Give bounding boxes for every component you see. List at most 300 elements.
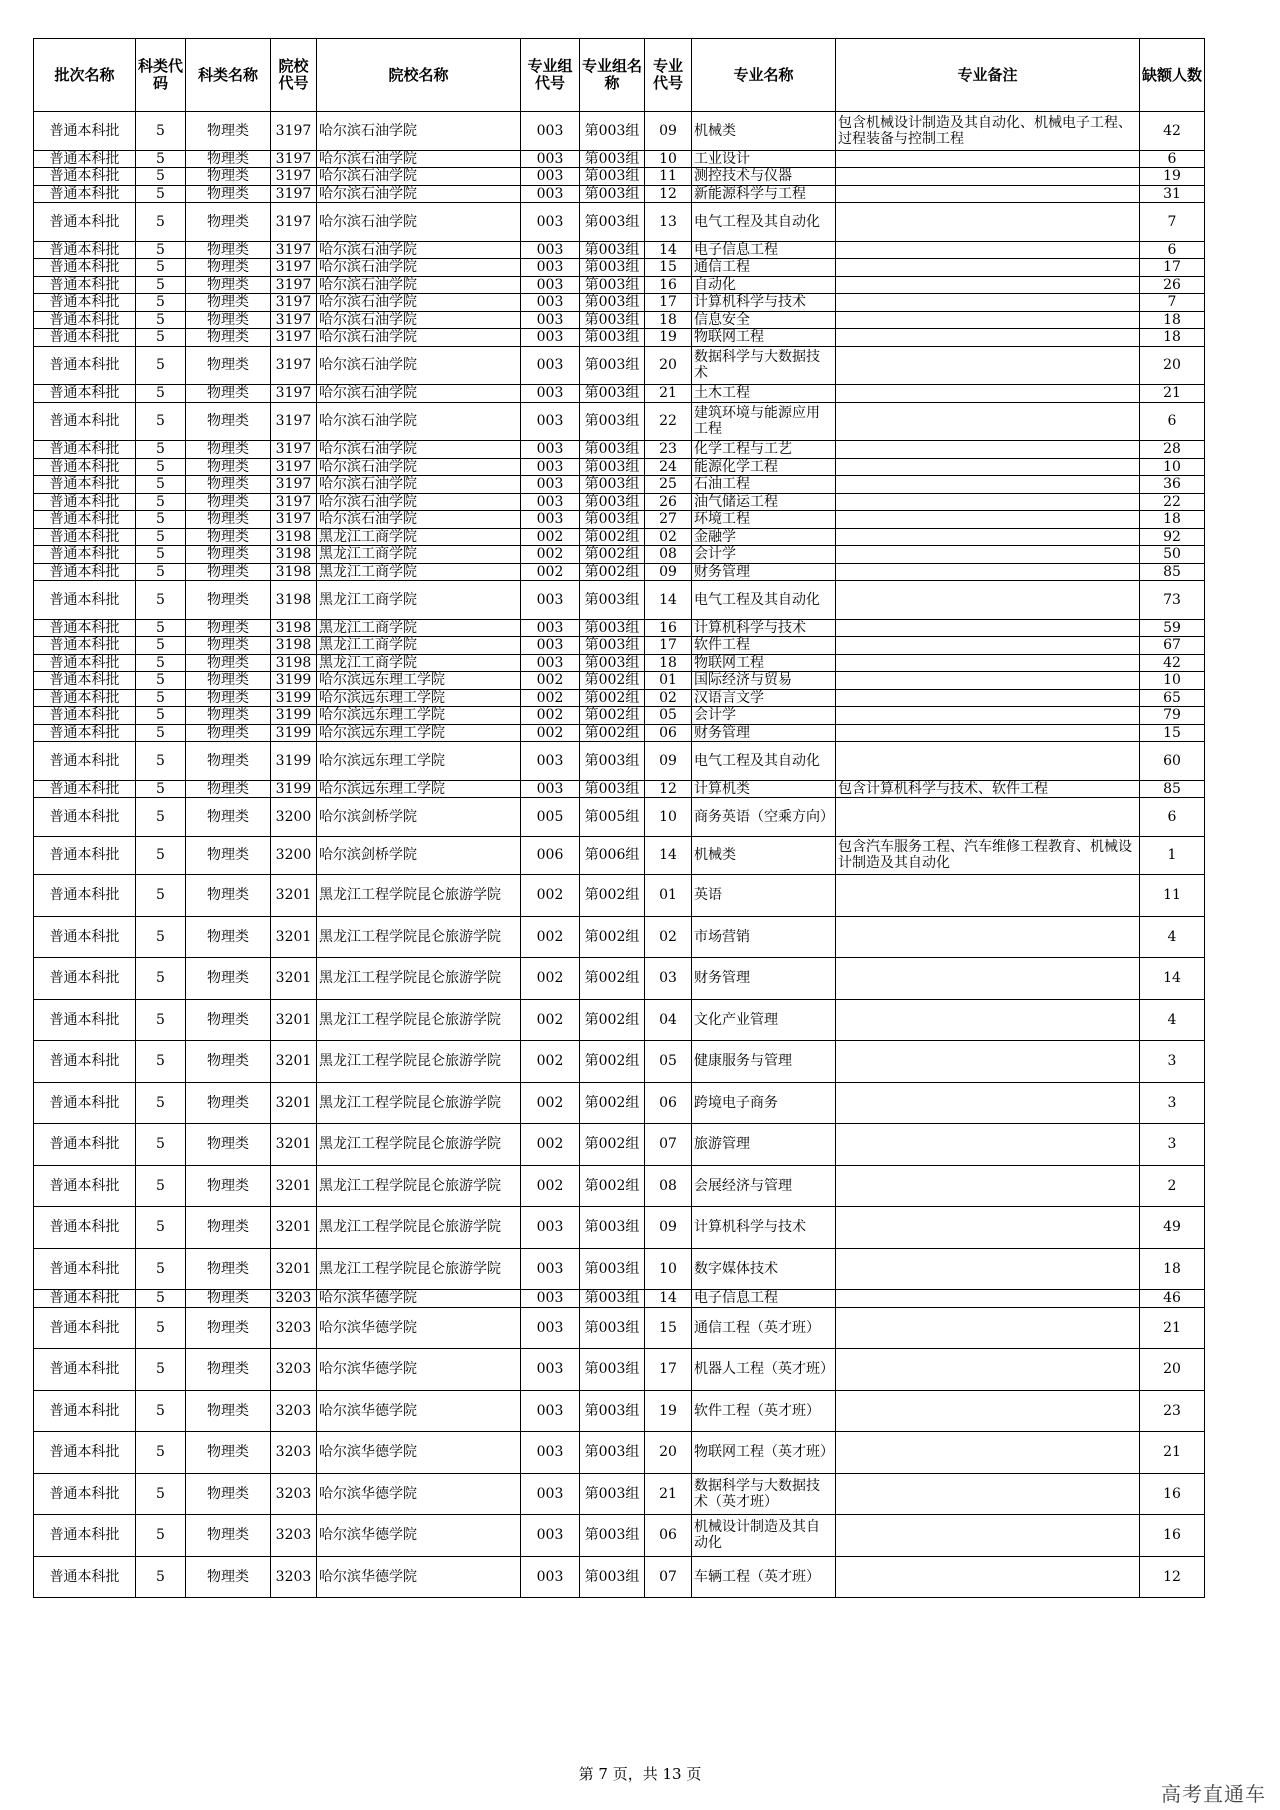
cell-major-note bbox=[836, 1248, 1140, 1290]
col-header-batch: 批次名称 bbox=[34, 39, 136, 112]
table-row bbox=[34, 836, 1205, 875]
cell-major-name: 石油工程 bbox=[692, 476, 836, 494]
cell-major-code: 05 bbox=[645, 707, 692, 725]
cell-major-code: 15 bbox=[645, 1307, 692, 1349]
cell-school-code: 3203 bbox=[271, 1349, 317, 1391]
cell-group-code: 002 bbox=[521, 672, 580, 690]
cell-subject-code: 5 bbox=[136, 441, 186, 459]
cell-major-code: 18 bbox=[645, 311, 692, 329]
cell-subject-name: 物理类 bbox=[186, 654, 271, 672]
cell-subject-name: 物理类 bbox=[186, 150, 271, 168]
cell-batch: 普通本科批 bbox=[34, 528, 136, 546]
col-header-school-code: 院校代号 bbox=[271, 39, 317, 112]
cell-group-code: 003 bbox=[521, 654, 580, 672]
cell-major-code: 14 bbox=[645, 241, 692, 259]
cell-group-name: 第002组 bbox=[580, 672, 645, 690]
table-row bbox=[34, 1165, 1205, 1207]
cell-group-code: 003 bbox=[521, 458, 580, 476]
cell-group-code: 003 bbox=[521, 1349, 580, 1391]
cell-batch: 普通本科批 bbox=[34, 958, 136, 1000]
cell-subject-name: 物理类 bbox=[186, 1349, 271, 1391]
cell-major-name: 汉语言文学 bbox=[692, 689, 836, 707]
cell-major-name: 电气工程及其自动化 bbox=[692, 581, 836, 620]
cell-school-code: 3201 bbox=[271, 1165, 317, 1207]
cell-vacancy: 23 bbox=[1140, 1390, 1205, 1432]
cell-subject-name: 物理类 bbox=[186, 689, 271, 707]
cell-major-name: 计算机类 bbox=[692, 780, 836, 798]
cell-major-name: 电子信息工程 bbox=[692, 241, 836, 259]
cell-subject-code: 5 bbox=[136, 958, 186, 1000]
cell-major-note bbox=[836, 346, 1140, 385]
cell-major-note bbox=[836, 511, 1140, 529]
table-row bbox=[34, 958, 1205, 1000]
cell-batch: 普通本科批 bbox=[34, 441, 136, 459]
cell-major-code: 07 bbox=[645, 1556, 692, 1598]
cell-group-name: 第003组 bbox=[580, 476, 645, 494]
cell-major-note bbox=[836, 637, 1140, 655]
cell-group-name: 第003组 bbox=[580, 654, 645, 672]
cell-vacancy: 18 bbox=[1140, 311, 1205, 329]
cell-school-name: 黑龙江工商学院 bbox=[317, 654, 521, 672]
cell-group-code: 003 bbox=[521, 185, 580, 203]
cell-vacancy: 14 bbox=[1140, 958, 1205, 1000]
cell-vacancy: 3 bbox=[1140, 1082, 1205, 1124]
table-row bbox=[34, 1248, 1205, 1290]
cell-major-note bbox=[836, 654, 1140, 672]
cell-school-code: 3198 bbox=[271, 654, 317, 672]
cell-vacancy: 4 bbox=[1140, 999, 1205, 1041]
cell-batch: 普通本科批 bbox=[34, 385, 136, 403]
cell-group-code: 006 bbox=[521, 836, 580, 875]
cell-school-code: 3198 bbox=[271, 546, 317, 564]
cell-major-name: 新能源科学与工程 bbox=[692, 185, 836, 203]
cell-major-code: 09 bbox=[645, 112, 692, 151]
cell-school-name: 哈尔滨华德学院 bbox=[317, 1349, 521, 1391]
cell-group-name: 第003组 bbox=[580, 346, 645, 385]
cell-batch: 普通本科批 bbox=[34, 511, 136, 529]
cell-subject-name: 物理类 bbox=[186, 458, 271, 476]
cell-vacancy: 3 bbox=[1140, 1124, 1205, 1166]
cell-major-note bbox=[836, 999, 1140, 1041]
cell-group-name: 第002组 bbox=[580, 1124, 645, 1166]
cell-group-name: 第003组 bbox=[580, 1307, 645, 1349]
cell-major-code: 01 bbox=[645, 672, 692, 690]
cell-school-name: 哈尔滨石油学院 bbox=[317, 203, 521, 242]
cell-group-code: 003 bbox=[521, 511, 580, 529]
cell-major-code: 11 bbox=[645, 168, 692, 186]
table-row bbox=[34, 637, 1205, 655]
table-body bbox=[34, 112, 1205, 1598]
cell-major-note: 包含汽车服务工程、汽车维修工程教育、机械设计制造及其自动化 bbox=[836, 836, 1140, 875]
cell-major-note bbox=[836, 724, 1140, 742]
table-row bbox=[34, 259, 1205, 277]
cell-subject-name: 物理类 bbox=[186, 1041, 271, 1083]
cell-subject-code: 5 bbox=[136, 241, 186, 259]
cell-subject-code: 5 bbox=[136, 742, 186, 781]
cell-vacancy: 16 bbox=[1140, 1473, 1205, 1515]
cell-major-note bbox=[836, 1207, 1140, 1249]
cell-vacancy: 7 bbox=[1140, 294, 1205, 312]
cell-major-name: 市场营销 bbox=[692, 916, 836, 958]
cell-school-code: 3201 bbox=[271, 999, 317, 1041]
cell-major-code: 03 bbox=[645, 958, 692, 1000]
cell-group-name: 第002组 bbox=[580, 916, 645, 958]
cell-subject-code: 5 bbox=[136, 619, 186, 637]
cell-school-code: 3197 bbox=[271, 259, 317, 277]
cell-school-name: 哈尔滨剑桥学院 bbox=[317, 798, 521, 837]
cell-subject-name: 物理类 bbox=[186, 203, 271, 242]
cell-vacancy: 46 bbox=[1140, 1290, 1205, 1308]
cell-major-code: 05 bbox=[645, 1041, 692, 1083]
cell-vacancy: 12 bbox=[1140, 1556, 1205, 1598]
cell-group-name: 第003组 bbox=[580, 276, 645, 294]
cell-group-name: 第003组 bbox=[580, 385, 645, 403]
cell-group-name: 第006组 bbox=[580, 836, 645, 875]
cell-major-note bbox=[836, 294, 1140, 312]
cell-subject-name: 物理类 bbox=[186, 294, 271, 312]
cell-group-code: 002 bbox=[521, 1041, 580, 1083]
cell-major-name: 数据科学与大数据技术 bbox=[692, 346, 836, 385]
cell-vacancy: 92 bbox=[1140, 528, 1205, 546]
cell-subject-code: 5 bbox=[136, 1432, 186, 1474]
cell-group-name: 第003组 bbox=[580, 1556, 645, 1598]
cell-subject-name: 物理类 bbox=[186, 402, 271, 441]
cell-group-name: 第002组 bbox=[580, 875, 645, 917]
cell-group-code: 002 bbox=[521, 724, 580, 742]
cell-batch: 普通本科批 bbox=[34, 916, 136, 958]
cell-major-code: 15 bbox=[645, 259, 692, 277]
cell-subject-name: 物理类 bbox=[186, 1390, 271, 1432]
cell-school-code: 3197 bbox=[271, 458, 317, 476]
cell-subject-name: 物理类 bbox=[186, 875, 271, 917]
cell-major-name: 工业设计 bbox=[692, 150, 836, 168]
cell-major-code: 02 bbox=[645, 528, 692, 546]
cell-major-note bbox=[836, 546, 1140, 564]
cell-major-code: 17 bbox=[645, 294, 692, 312]
table-row bbox=[34, 276, 1205, 294]
cell-group-code: 003 bbox=[521, 581, 580, 620]
cell-vacancy: 18 bbox=[1140, 511, 1205, 529]
cell-subject-name: 物理类 bbox=[186, 836, 271, 875]
cell-major-note bbox=[836, 1165, 1140, 1207]
cell-batch: 普通本科批 bbox=[34, 1165, 136, 1207]
cell-major-name: 会计学 bbox=[692, 546, 836, 564]
cell-group-code: 003 bbox=[521, 441, 580, 459]
cell-major-code: 02 bbox=[645, 916, 692, 958]
cell-group-code: 003 bbox=[521, 311, 580, 329]
cell-major-code: 04 bbox=[645, 999, 692, 1041]
cell-batch: 普通本科批 bbox=[34, 329, 136, 347]
cell-school-name: 哈尔滨石油学院 bbox=[317, 311, 521, 329]
table-row bbox=[34, 724, 1205, 742]
cell-vacancy: 6 bbox=[1140, 402, 1205, 441]
cell-major-note bbox=[836, 1290, 1140, 1308]
cell-subject-name: 物理类 bbox=[186, 1556, 271, 1598]
cell-group-code: 003 bbox=[521, 203, 580, 242]
cell-group-name: 第002组 bbox=[580, 1041, 645, 1083]
cell-school-code: 3198 bbox=[271, 637, 317, 655]
cell-school-name: 哈尔滨远东理工学院 bbox=[317, 724, 521, 742]
cell-school-name: 黑龙江工程学院昆仑旅游学院 bbox=[317, 1165, 521, 1207]
cell-subject-code: 5 bbox=[136, 672, 186, 690]
cell-major-name: 财务管理 bbox=[692, 563, 836, 581]
cell-major-note bbox=[836, 528, 1140, 546]
cell-vacancy: 3 bbox=[1140, 1041, 1205, 1083]
cell-vacancy: 20 bbox=[1140, 346, 1205, 385]
cell-group-code: 003 bbox=[521, 112, 580, 151]
cell-school-name: 哈尔滨石油学院 bbox=[317, 441, 521, 459]
cell-school-code: 3197 bbox=[271, 329, 317, 347]
cell-subject-name: 物理类 bbox=[186, 185, 271, 203]
cell-school-code: 3201 bbox=[271, 916, 317, 958]
cell-school-name: 哈尔滨石油学院 bbox=[317, 346, 521, 385]
cell-group-code: 003 bbox=[521, 294, 580, 312]
cell-school-name: 哈尔滨石油学院 bbox=[317, 150, 521, 168]
cell-group-code: 003 bbox=[521, 1556, 580, 1598]
cell-subject-code: 5 bbox=[136, 836, 186, 875]
cell-subject-code: 5 bbox=[136, 780, 186, 798]
cell-vacancy: 26 bbox=[1140, 276, 1205, 294]
cell-major-code: 09 bbox=[645, 742, 692, 781]
cell-major-name: 机器人工程（英才班） bbox=[692, 1349, 836, 1391]
table-row bbox=[34, 916, 1205, 958]
cell-vacancy: 59 bbox=[1140, 619, 1205, 637]
cell-vacancy: 1 bbox=[1140, 836, 1205, 875]
cell-school-name: 哈尔滨石油学院 bbox=[317, 329, 521, 347]
table-row bbox=[34, 511, 1205, 529]
cell-subject-name: 物理类 bbox=[186, 241, 271, 259]
cell-vacancy: 7 bbox=[1140, 203, 1205, 242]
table-row bbox=[34, 311, 1205, 329]
cell-school-code: 3197 bbox=[271, 346, 317, 385]
cell-major-note bbox=[836, 311, 1140, 329]
cell-subject-code: 5 bbox=[136, 458, 186, 476]
cell-group-code: 003 bbox=[521, 402, 580, 441]
cell-subject-code: 5 bbox=[136, 150, 186, 168]
table-row bbox=[34, 742, 1205, 781]
cell-subject-name: 物理类 bbox=[186, 780, 271, 798]
cell-batch: 普通本科批 bbox=[34, 1307, 136, 1349]
cell-major-name: 机械类 bbox=[692, 112, 836, 151]
cell-school-name: 哈尔滨华德学院 bbox=[317, 1307, 521, 1349]
cell-batch: 普通本科批 bbox=[34, 836, 136, 875]
cell-major-name: 化学工程与工艺 bbox=[692, 441, 836, 459]
cell-school-code: 3198 bbox=[271, 528, 317, 546]
cell-vacancy: 6 bbox=[1140, 798, 1205, 837]
cell-major-name: 油气储运工程 bbox=[692, 493, 836, 511]
cell-group-name: 第003组 bbox=[580, 241, 645, 259]
cell-group-name: 第002组 bbox=[580, 689, 645, 707]
cell-batch: 普通本科批 bbox=[34, 241, 136, 259]
cell-subject-name: 物理类 bbox=[186, 1307, 271, 1349]
cell-major-code: 13 bbox=[645, 203, 692, 242]
cell-group-name: 第003组 bbox=[580, 294, 645, 312]
cell-school-name: 黑龙江工商学院 bbox=[317, 528, 521, 546]
cell-major-name: 文化产业管理 bbox=[692, 999, 836, 1041]
cell-school-name: 哈尔滨石油学院 bbox=[317, 112, 521, 151]
cell-school-name: 黑龙江工商学院 bbox=[317, 546, 521, 564]
cell-vacancy: 20 bbox=[1140, 1349, 1205, 1391]
col-header-major-note: 专业备注 bbox=[836, 39, 1140, 112]
cell-group-code: 003 bbox=[521, 150, 580, 168]
cell-group-name: 第003组 bbox=[580, 185, 645, 203]
cell-group-name: 第003组 bbox=[580, 1515, 645, 1557]
cell-batch: 普通本科批 bbox=[34, 458, 136, 476]
cell-subject-name: 物理类 bbox=[186, 276, 271, 294]
cell-subject-name: 物理类 bbox=[186, 619, 271, 637]
cell-major-note bbox=[836, 1432, 1140, 1474]
cell-major-code: 24 bbox=[645, 458, 692, 476]
cell-vacancy: 65 bbox=[1140, 689, 1205, 707]
cell-batch: 普通本科批 bbox=[34, 1556, 136, 1598]
cell-school-name: 哈尔滨石油学院 bbox=[317, 458, 521, 476]
table-row bbox=[34, 112, 1205, 151]
cell-major-note bbox=[836, 916, 1140, 958]
cell-group-name: 第003组 bbox=[580, 1248, 645, 1290]
cell-major-code: 21 bbox=[645, 385, 692, 403]
cell-batch: 普通本科批 bbox=[34, 259, 136, 277]
cell-group-name: 第003组 bbox=[580, 619, 645, 637]
cell-major-name: 环境工程 bbox=[692, 511, 836, 529]
table-row bbox=[34, 581, 1205, 620]
cell-subject-name: 物理类 bbox=[186, 259, 271, 277]
cell-major-name: 物联网工程（英才班） bbox=[692, 1432, 836, 1474]
cell-group-name: 第003组 bbox=[580, 311, 645, 329]
cell-group-code: 003 bbox=[521, 1290, 580, 1308]
cell-subject-code: 5 bbox=[136, 546, 186, 564]
cell-school-name: 黑龙江工程学院昆仑旅游学院 bbox=[317, 1041, 521, 1083]
cell-batch: 普通本科批 bbox=[34, 276, 136, 294]
cell-batch: 普通本科批 bbox=[34, 150, 136, 168]
cell-subject-code: 5 bbox=[136, 493, 186, 511]
cell-major-name: 自动化 bbox=[692, 276, 836, 294]
cell-school-name: 哈尔滨石油学院 bbox=[317, 294, 521, 312]
cell-batch: 普通本科批 bbox=[34, 1515, 136, 1557]
cell-school-code: 3200 bbox=[271, 836, 317, 875]
cell-subject-name: 物理类 bbox=[186, 724, 271, 742]
cell-major-code: 19 bbox=[645, 1390, 692, 1432]
table-row bbox=[34, 1473, 1205, 1515]
cell-major-name: 数字媒体技术 bbox=[692, 1248, 836, 1290]
cell-vacancy: 18 bbox=[1140, 1248, 1205, 1290]
cell-group-code: 002 bbox=[521, 958, 580, 1000]
cell-major-name: 健康服务与管理 bbox=[692, 1041, 836, 1083]
cell-school-code: 3203 bbox=[271, 1473, 317, 1515]
cell-vacancy: 60 bbox=[1140, 742, 1205, 781]
cell-major-code: 06 bbox=[645, 1515, 692, 1557]
cell-vacancy: 2 bbox=[1140, 1165, 1205, 1207]
cell-batch: 普通本科批 bbox=[34, 875, 136, 917]
cell-vacancy: 85 bbox=[1140, 780, 1205, 798]
cell-subject-code: 5 bbox=[136, 999, 186, 1041]
cell-group-code: 003 bbox=[521, 1432, 580, 1474]
cell-major-name: 测控技术与仪器 bbox=[692, 168, 836, 186]
cell-group-code: 002 bbox=[521, 1082, 580, 1124]
cell-vacancy: 19 bbox=[1140, 168, 1205, 186]
cell-group-code: 003 bbox=[521, 276, 580, 294]
cell-major-note bbox=[836, 1349, 1140, 1391]
cell-subject-code: 5 bbox=[136, 798, 186, 837]
cell-group-name: 第002组 bbox=[580, 1082, 645, 1124]
cell-major-name: 会计学 bbox=[692, 707, 836, 725]
cell-school-code: 3197 bbox=[271, 476, 317, 494]
cell-vacancy: 4 bbox=[1140, 916, 1205, 958]
cell-school-code: 3198 bbox=[271, 581, 317, 620]
cell-school-code: 3200 bbox=[271, 798, 317, 837]
cell-group-code: 003 bbox=[521, 780, 580, 798]
cell-major-code: 08 bbox=[645, 546, 692, 564]
cell-major-code: 27 bbox=[645, 511, 692, 529]
cell-school-name: 黑龙江工商学院 bbox=[317, 619, 521, 637]
cell-subject-name: 物理类 bbox=[186, 563, 271, 581]
cell-school-code: 3199 bbox=[271, 780, 317, 798]
cell-subject-code: 5 bbox=[136, 1515, 186, 1557]
cell-school-code: 3197 bbox=[271, 385, 317, 403]
cell-subject-name: 物理类 bbox=[186, 311, 271, 329]
cell-batch: 普通本科批 bbox=[34, 1432, 136, 1474]
cell-school-name: 哈尔滨石油学院 bbox=[317, 385, 521, 403]
cell-batch: 普通本科批 bbox=[34, 346, 136, 385]
cell-vacancy: 21 bbox=[1140, 1432, 1205, 1474]
cell-subject-name: 物理类 bbox=[186, 493, 271, 511]
cell-school-code: 3197 bbox=[271, 112, 317, 151]
cell-school-code: 3197 bbox=[271, 402, 317, 441]
cell-group-name: 第003组 bbox=[580, 493, 645, 511]
cell-group-name: 第003组 bbox=[580, 511, 645, 529]
cell-school-name: 黑龙江工商学院 bbox=[317, 563, 521, 581]
col-header-subject-name: 科类名称 bbox=[186, 39, 271, 112]
cell-major-code: 06 bbox=[645, 724, 692, 742]
cell-school-code: 3199 bbox=[271, 707, 317, 725]
cell-major-note bbox=[836, 1307, 1140, 1349]
cell-major-code: 14 bbox=[645, 836, 692, 875]
cell-subject-code: 5 bbox=[136, 1207, 186, 1249]
cell-major-code: 08 bbox=[645, 1165, 692, 1207]
cell-major-name: 通信工程（英才班） bbox=[692, 1307, 836, 1349]
cell-subject-name: 物理类 bbox=[186, 1124, 271, 1166]
cell-major-note bbox=[836, 150, 1140, 168]
cell-group-code: 003 bbox=[521, 637, 580, 655]
cell-subject-code: 5 bbox=[136, 1041, 186, 1083]
cell-group-code: 003 bbox=[521, 476, 580, 494]
table-row bbox=[34, 185, 1205, 203]
table-row bbox=[34, 654, 1205, 672]
cell-school-code: 3203 bbox=[271, 1556, 317, 1598]
cell-group-code: 003 bbox=[521, 493, 580, 511]
cell-school-code: 3203 bbox=[271, 1432, 317, 1474]
table-row bbox=[34, 1349, 1205, 1391]
cell-major-note: 包含机械设计制造及其自动化、机械电子工程、过程装备与控制工程 bbox=[836, 112, 1140, 151]
cell-vacancy: 67 bbox=[1140, 637, 1205, 655]
cell-subject-name: 物理类 bbox=[186, 476, 271, 494]
cell-subject-code: 5 bbox=[136, 689, 186, 707]
watermark: 高考直通车 bbox=[1161, 1782, 1266, 1806]
cell-vacancy: 49 bbox=[1140, 1207, 1205, 1249]
cell-batch: 普通本科批 bbox=[34, 294, 136, 312]
cell-subject-name: 物理类 bbox=[186, 958, 271, 1000]
cell-batch: 普通本科批 bbox=[34, 780, 136, 798]
cell-major-name: 机械类 bbox=[692, 836, 836, 875]
cell-major-code: 07 bbox=[645, 1124, 692, 1166]
cell-subject-code: 5 bbox=[136, 637, 186, 655]
col-header-major-name: 专业名称 bbox=[692, 39, 836, 112]
cell-group-code: 002 bbox=[521, 875, 580, 917]
cell-major-name: 跨境电子商务 bbox=[692, 1082, 836, 1124]
vacancy-table bbox=[33, 38, 1205, 1598]
cell-major-note bbox=[836, 476, 1140, 494]
cell-major-name: 计算机科学与技术 bbox=[692, 1207, 836, 1249]
cell-subject-code: 5 bbox=[136, 1390, 186, 1432]
